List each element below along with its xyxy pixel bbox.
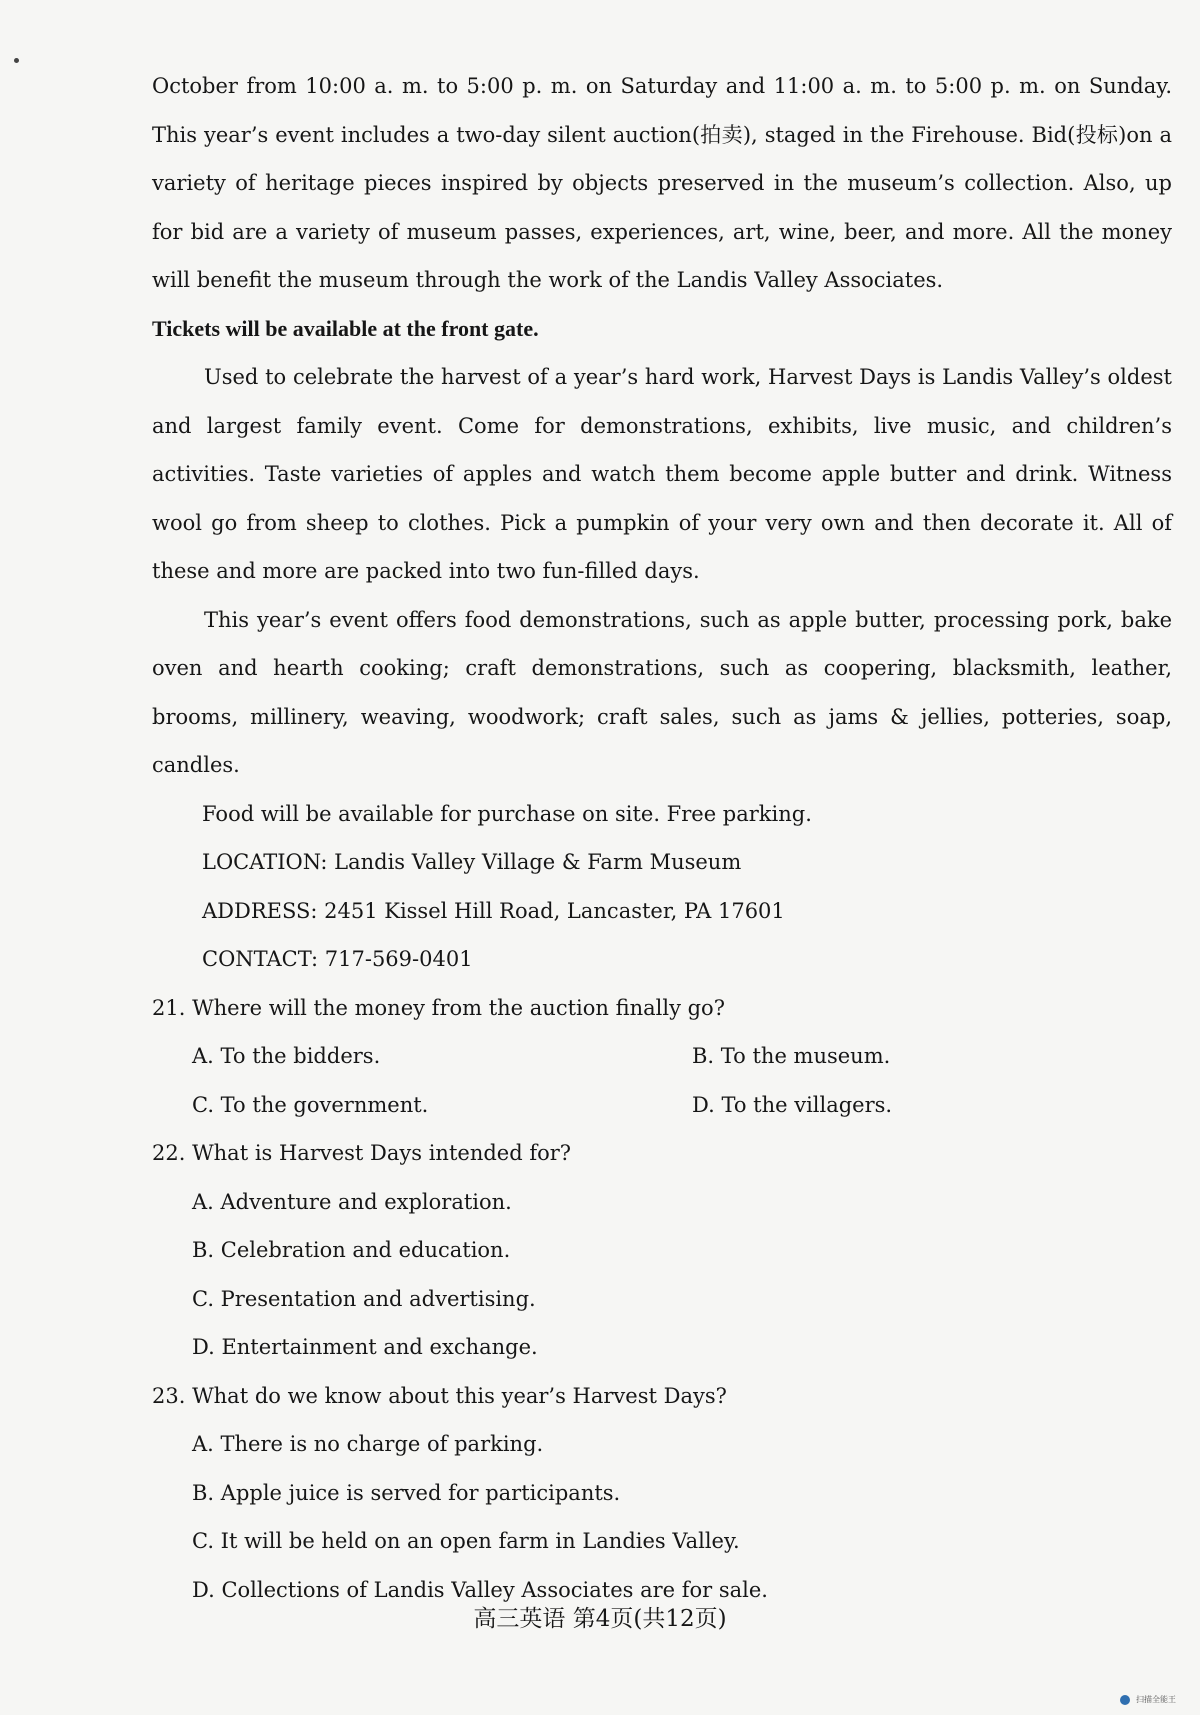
question-23 (152, 1372, 1172, 1615)
option-a: A. There is no charge of parking. (192, 1432, 544, 1456)
option-a: A. To the bidders. (192, 1044, 381, 1068)
scanner-watermark-text: 扫描全能王 (1136, 1695, 1176, 1704)
option-b: B. To the museum. (692, 1044, 891, 1068)
option-d: D. To the villagers. (692, 1092, 893, 1117)
contact-line: CONTACT: 717-569-0401 (202, 947, 473, 971)
options-row (152, 1032, 1172, 1081)
page-content (152, 62, 1172, 1614)
option-d: D. Collections of Landis Valley Associates are for sale. (192, 1577, 768, 1602)
option-a: A. Adventure and exploration. (192, 1189, 512, 1214)
option-b: B. Celebration and education. (192, 1238, 511, 1262)
scanner-watermark (1120, 1694, 1176, 1705)
option-c: C. Presentation and advertising. (192, 1286, 536, 1311)
passage-paragraph-harvest: Used to celebrate the harvest of a year’s hard work, Harvest Days is Landis Valley’s oldest and largest family event. Come for demonstrations, exhibits, live music, and children’s activities. Taste varieties of apples and watch them become apple butter and drink. Witness wool go from sheep to clothes. Pick a pumpkin of your very own and then decorate it. All of these and more are packed into two fun-filled days. (152, 365, 1172, 583)
option-c: C. To the government. (192, 1092, 429, 1117)
option-b: B. Apple juice is served for participants. (192, 1480, 621, 1505)
location-line: LOCATION: Landis Valley Village & Farm Museum (202, 850, 742, 874)
option-c: C. It will be held on an open farm in Landies Valley. (192, 1529, 740, 1553)
passage-paragraph-offers: This year’s event offers food demonstrations, such as apple butter, processing pork, bake oven and hearth cooking; craft demonstrations, such as coopering, blacksmith, leather, brooms, millinery, weaving, woodwork; craft sales, such as jams & jellies, potteries, soap, candles. (152, 607, 1172, 777)
question-stem: 21. Where will the money from the auction finally go? (152, 995, 725, 1020)
passage-paragraph-auction: October from 10:00 a. m. to 5:00 p. m. on Saturday and 11:00 a. m. to 5:00 p. m. on Sunday. This year’s event includes a two-day silent auction(拍卖), staged in the Firehouse. Bid(投标)on a variety of heritage pieces inspired by objects preserved in the museum’s collection. Also, up for bid are a variety of museum passes, experiences, art, wine, beer, and more. All the money will benefit the museum through the work of the Landis Valley Associates. (152, 74, 1172, 292)
option-d: D. Entertainment and exchange. (192, 1335, 538, 1359)
scanner-logo-icon (1120, 1695, 1130, 1705)
question-21 (152, 984, 1172, 1130)
address-line: ADDRESS: 2451 Kissel Hill Road, Lancaster, PA 17601 (202, 898, 785, 923)
question-22 (152, 1129, 1172, 1372)
page-footer: 高三英语 第4页(共12页) (473, 1606, 727, 1632)
scan-speck (14, 58, 19, 63)
food-line: Food will be available for purchase on site. Free parking. (202, 801, 812, 826)
question-stem: 23. What do we know about this year’s Harvest Days? (152, 1383, 727, 1408)
question-stem: 22. What is Harvest Days intended for? (152, 1141, 572, 1165)
options-row (152, 1081, 1172, 1130)
tickets-heading: Tickets will be available at the front gate. (152, 315, 539, 341)
